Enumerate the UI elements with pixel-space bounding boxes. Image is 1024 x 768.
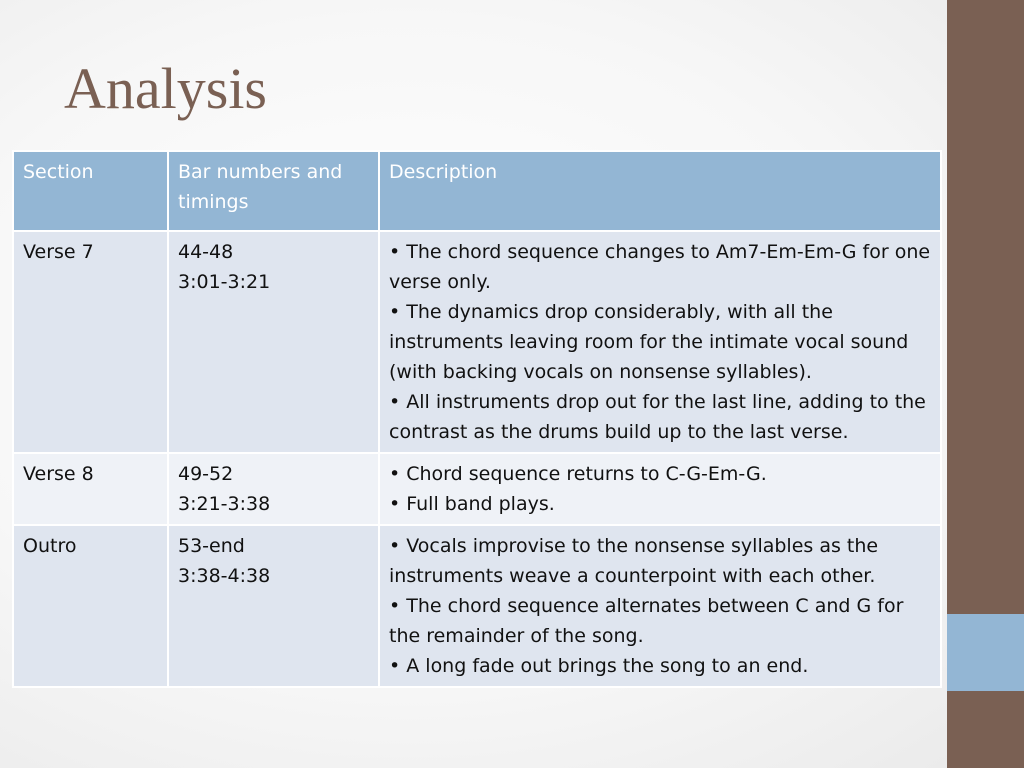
bar-numbers: 49-52 (178, 463, 234, 485)
description-bullet: • The chord sequence alternates between C and G for the remainder of the song. (389, 595, 904, 647)
description-bullet: • The dynamics drop considerably, with all the instruments leaving room for the intimate vocal sound (with backing vocals on nonsense syllables). (389, 301, 909, 383)
description-bullet: • Full band plays. (389, 493, 555, 515)
section-cell: Verse 8 (13, 453, 168, 525)
bars-timing-cell (168, 525, 379, 687)
description-bullet: • Chord sequence returns to C-G-Em-G. (389, 463, 767, 485)
timing: 3:01-3:21 (178, 271, 271, 293)
header-description: Description (379, 151, 941, 231)
timing: 3:38-4:38 (178, 565, 271, 587)
table-row (13, 453, 941, 525)
header-bar-numbers-timings: Bar numbers and timings (168, 151, 379, 231)
description-bullet: • All instruments drop out for the last line, adding to the contrast as the drums build up to the last verse. (389, 391, 926, 443)
description-cell (379, 453, 941, 525)
bars-timing-cell (168, 453, 379, 525)
table-row (13, 231, 941, 453)
section-cell: Outro (13, 525, 168, 687)
timing: 3:21-3:38 (178, 493, 271, 515)
bars-timing-cell (168, 231, 379, 453)
analysis-table (12, 150, 942, 688)
table-header-row (13, 151, 941, 231)
slide-title: Analysis (64, 56, 267, 121)
description-bullet: • A long fade out brings the song to an end. (389, 655, 809, 677)
bar-numbers: 44-48 (178, 241, 234, 263)
description-bullet: • Vocals improvise to the nonsense syllables as the instruments weave a counterpoint with each other. (389, 535, 879, 587)
header-section: Section (13, 151, 168, 231)
description-cell (379, 525, 941, 687)
description-cell (379, 231, 941, 453)
sidebar-accent-block (947, 614, 1024, 691)
bar-numbers: 53-end (178, 535, 245, 557)
table-row (13, 525, 941, 687)
section-cell: Verse 7 (13, 231, 168, 453)
description-bullet: • The chord sequence changes to Am7-Em-Em-G for one verse only. (389, 241, 931, 293)
